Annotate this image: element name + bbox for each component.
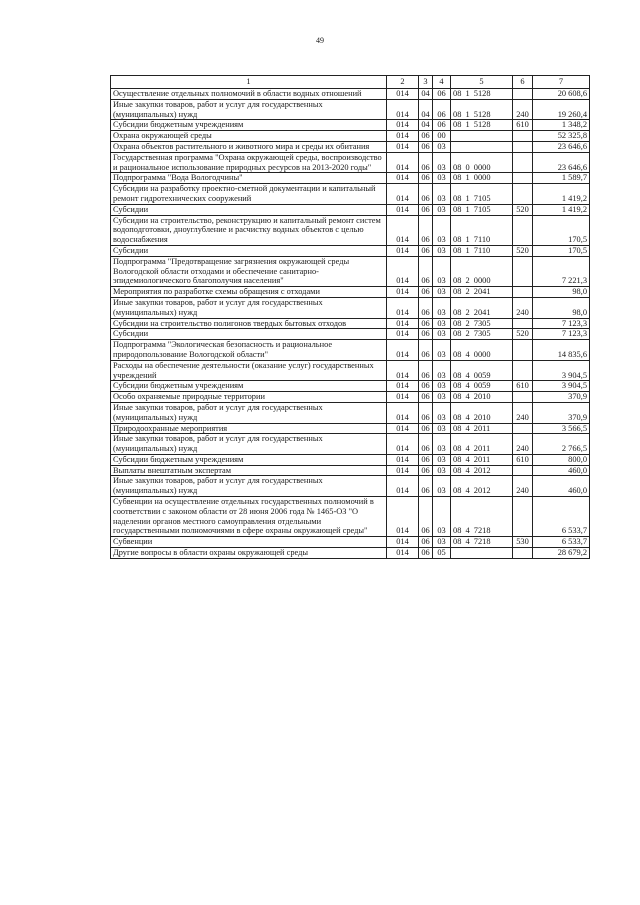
row-section-code: 04	[419, 120, 433, 131]
table-row	[111, 329, 590, 340]
row-amount: 20 608,6	[533, 89, 590, 100]
row-expense-type: 240	[513, 434, 533, 455]
row-name: Осуществление отдельных полномочий в области водных отношений	[111, 89, 387, 100]
row-target-article: 08 4 2011	[451, 423, 513, 434]
row-subsection-code: 03	[433, 173, 451, 184]
header-row	[111, 76, 590, 89]
row-name: Субсидии бюджетным учреждениям	[111, 120, 387, 131]
table-row	[111, 548, 590, 559]
row-amount: 6 533,7	[533, 497, 590, 537]
row-subsection-code: 03	[433, 245, 451, 256]
row-expense-type: 240	[513, 476, 533, 497]
row-expense-type: 610	[513, 381, 533, 392]
row-section-code: 04	[419, 89, 433, 100]
row-name: Субвенции	[111, 537, 387, 548]
row-amount: 7 123,3	[533, 329, 590, 340]
row-amount: 14 835,6	[533, 340, 590, 361]
row-amount: 1 589,7	[533, 173, 590, 184]
row-target-article: 08 2 7305	[451, 318, 513, 329]
table-row	[111, 318, 590, 329]
row-name: Субсидии	[111, 329, 387, 340]
row-target-article: 08 2 7305	[451, 329, 513, 340]
row-section-code: 06	[419, 297, 433, 318]
table-row	[111, 131, 590, 142]
row-amount: 170,5	[533, 215, 590, 245]
row-section-code: 06	[419, 476, 433, 497]
row-section-code: 06	[419, 537, 433, 548]
row-name: Субсидии на строительство полигонов твердых бытовых отходов	[111, 318, 387, 329]
row-name: Природоохранные мероприятия	[111, 423, 387, 434]
row-subsection-code: 03	[433, 392, 451, 403]
row-expense-type	[513, 184, 533, 205]
row-ministry-code: 014	[387, 287, 419, 298]
row-target-article	[451, 548, 513, 559]
row-subsection-code: 03	[433, 204, 451, 215]
row-expense-type	[513, 340, 533, 361]
table-row	[111, 89, 590, 100]
row-expense-type	[513, 256, 533, 286]
row-amount: 460,0	[533, 465, 590, 476]
row-expense-type	[513, 423, 533, 434]
table-row	[111, 497, 590, 537]
column-header: 6	[513, 76, 533, 89]
row-subsection-code: 06	[433, 120, 451, 131]
row-expense-type: 240	[513, 99, 533, 120]
row-section-code: 06	[419, 152, 433, 173]
table-row	[111, 287, 590, 298]
row-ministry-code: 014	[387, 204, 419, 215]
table-row	[111, 537, 590, 548]
row-subsection-code: 03	[433, 434, 451, 455]
row-target-article: 08 1 7105	[451, 204, 513, 215]
row-target-article: 08 1 5128	[451, 89, 513, 100]
row-name: Выплаты внештатным экспертам	[111, 465, 387, 476]
table-row	[111, 215, 590, 245]
row-section-code: 06	[419, 340, 433, 361]
column-header: 3	[419, 76, 433, 89]
row-subsection-code: 03	[433, 423, 451, 434]
row-expense-type	[513, 465, 533, 476]
row-amount: 800,0	[533, 454, 590, 465]
table-row	[111, 120, 590, 131]
row-name: Подпрограмма "Экологическая безопасность и рациональное природопользование Вологодской области"	[111, 340, 387, 361]
row-section-code: 06	[419, 423, 433, 434]
row-amount: 2 766,5	[533, 434, 590, 455]
row-expense-type	[513, 318, 533, 329]
budget-table	[110, 75, 590, 559]
row-section-code: 06	[419, 318, 433, 329]
row-target-article	[451, 131, 513, 142]
row-name: Иные закупки товаров, работ и услуг для государственных (муниципальных) нужд	[111, 476, 387, 497]
row-ministry-code: 014	[387, 548, 419, 559]
row-section-code: 06	[419, 245, 433, 256]
row-section-code: 06	[419, 173, 433, 184]
row-name: Особо охраняемые природные территории	[111, 392, 387, 403]
row-target-article: 08 1 7110	[451, 215, 513, 245]
row-name: Субсидии бюджетным учреждениям	[111, 381, 387, 392]
row-amount: 3 904,5	[533, 360, 590, 381]
row-section-code: 06	[419, 454, 433, 465]
row-amount: 3 904,5	[533, 381, 590, 392]
row-name: Иные закупки товаров, работ и услуг для государственных (муниципальных) нужд	[111, 434, 387, 455]
row-ministry-code: 014	[387, 434, 419, 455]
row-ministry-code: 014	[387, 454, 419, 465]
row-section-code: 06	[419, 360, 433, 381]
row-section-code: 06	[419, 287, 433, 298]
row-name: Иные закупки товаров, работ и услуг для государственных (муниципальных) нужд	[111, 99, 387, 120]
row-ministry-code: 014	[387, 99, 419, 120]
row-target-article: 08 4 7218	[451, 497, 513, 537]
row-amount: 1 348,2	[533, 120, 590, 131]
row-target-article: 08 4 2010	[451, 402, 513, 423]
table-row	[111, 245, 590, 256]
row-section-code: 06	[419, 131, 433, 142]
row-expense-type	[513, 89, 533, 100]
row-target-article: 08 4 0059	[451, 360, 513, 381]
row-expense-type: 520	[513, 245, 533, 256]
row-subsection-code: 03	[433, 287, 451, 298]
row-subsection-code: 03	[433, 297, 451, 318]
row-name: Субсидии на строительство, реконструкцию и капитальный ремонт систем водоподготовки, дноуглубление и расчистку водных объектов с целью водоснабжения	[111, 215, 387, 245]
table-row	[111, 173, 590, 184]
table-row	[111, 184, 590, 205]
row-expense-type: 530	[513, 537, 533, 548]
row-expense-type: 520	[513, 204, 533, 215]
table-row	[111, 360, 590, 381]
row-expense-type	[513, 141, 533, 152]
row-subsection-code: 03	[433, 215, 451, 245]
row-target-article: 08 4 7218	[451, 537, 513, 548]
row-expense-type	[513, 360, 533, 381]
table-row	[111, 476, 590, 497]
table-row	[111, 256, 590, 286]
row-ministry-code: 014	[387, 340, 419, 361]
row-ministry-code: 014	[387, 465, 419, 476]
row-amount: 19 260,4	[533, 99, 590, 120]
row-ministry-code: 014	[387, 329, 419, 340]
table-row	[111, 204, 590, 215]
row-ministry-code: 014	[387, 497, 419, 537]
row-ministry-code: 014	[387, 423, 419, 434]
row-amount: 1 419,2	[533, 184, 590, 205]
table-row	[111, 423, 590, 434]
table-body	[111, 89, 590, 559]
row-target-article: 08 4 2012	[451, 476, 513, 497]
row-subsection-code: 06	[433, 89, 451, 100]
row-subsection-code: 03	[433, 537, 451, 548]
row-name: Охрана окружающей среды	[111, 131, 387, 142]
row-target-article: 08 4 2012	[451, 465, 513, 476]
row-subsection-code: 03	[433, 476, 451, 497]
row-subsection-code: 05	[433, 548, 451, 559]
row-amount: 6 533,7	[533, 537, 590, 548]
table-row	[111, 297, 590, 318]
row-amount: 170,5	[533, 245, 590, 256]
row-name: Подпрограмма "Предотвращение загрязнения окружающей среды Вологодской области отходами и обеспечение санитарно-эпидемиологического благополучия населения"	[111, 256, 387, 286]
row-target-article: 08 1 5128	[451, 120, 513, 131]
row-ministry-code: 014	[387, 184, 419, 205]
row-expense-type: 610	[513, 120, 533, 131]
row-section-code: 06	[419, 256, 433, 286]
row-section-code: 06	[419, 329, 433, 340]
row-section-code: 06	[419, 392, 433, 403]
table-row	[111, 99, 590, 120]
row-name: Государственная программа "Охрана окружающей среды, воспроизводство и рациональное использование природных ресурсов на 2013-2020 годы"	[111, 152, 387, 173]
row-expense-type	[513, 173, 533, 184]
row-expense-type	[513, 131, 533, 142]
row-expense-type	[513, 152, 533, 173]
row-subsection-code: 03	[433, 381, 451, 392]
row-amount: 98,0	[533, 287, 590, 298]
table-row	[111, 392, 590, 403]
row-amount: 23 646,6	[533, 141, 590, 152]
row-expense-type	[513, 497, 533, 537]
table-row	[111, 381, 590, 392]
row-amount: 3 566,5	[533, 423, 590, 434]
column-header: 5	[451, 76, 513, 89]
row-subsection-code: 03	[433, 152, 451, 173]
row-name: Мероприятия по разработке схемы обращения с отходами	[111, 287, 387, 298]
row-section-code: 06	[419, 204, 433, 215]
row-target-article: 08 4 0059	[451, 381, 513, 392]
row-subsection-code: 03	[433, 465, 451, 476]
row-section-code: 06	[419, 497, 433, 537]
table-row	[111, 141, 590, 152]
row-section-code: 06	[419, 548, 433, 559]
row-expense-type: 240	[513, 297, 533, 318]
row-amount: 98,0	[533, 297, 590, 318]
row-section-code: 06	[419, 141, 433, 152]
row-ministry-code: 014	[387, 318, 419, 329]
row-amount: 7 221,3	[533, 256, 590, 286]
row-name: Другие вопросы в области охраны окружающей среды	[111, 548, 387, 559]
row-amount: 1 419,2	[533, 204, 590, 215]
row-ministry-code: 014	[387, 381, 419, 392]
row-ministry-code: 014	[387, 152, 419, 173]
row-ministry-code: 014	[387, 476, 419, 497]
column-header: 7	[533, 76, 590, 89]
row-section-code: 06	[419, 434, 433, 455]
row-ministry-code: 014	[387, 360, 419, 381]
row-name: Субсидии на разработку проектно-сметной документации и капитальный ремонт гидротехнических сооружений	[111, 184, 387, 205]
row-subsection-code: 03	[433, 360, 451, 381]
row-amount: 28 679,2	[533, 548, 590, 559]
table-row	[111, 465, 590, 476]
row-ministry-code: 014	[387, 215, 419, 245]
row-expense-type: 610	[513, 454, 533, 465]
row-expense-type: 240	[513, 402, 533, 423]
row-subsection-code: 03	[433, 329, 451, 340]
row-target-article: 08 4 2011	[451, 434, 513, 455]
row-ministry-code: 014	[387, 392, 419, 403]
row-name: Субсидии	[111, 245, 387, 256]
row-target-article: 08 2 0000	[451, 256, 513, 286]
row-ministry-code: 014	[387, 173, 419, 184]
row-subsection-code: 03	[433, 402, 451, 423]
table-row	[111, 434, 590, 455]
row-ministry-code: 014	[387, 131, 419, 142]
table-row	[111, 152, 590, 173]
row-ministry-code: 014	[387, 245, 419, 256]
row-target-article: 08 0 0000	[451, 152, 513, 173]
row-expense-type	[513, 215, 533, 245]
row-subsection-code: 03	[433, 497, 451, 537]
row-expense-type	[513, 548, 533, 559]
row-subsection-code: 03	[433, 141, 451, 152]
row-target-article	[451, 141, 513, 152]
row-name: Субсидии бюджетным учреждениям	[111, 454, 387, 465]
row-subsection-code: 03	[433, 256, 451, 286]
column-header: 2	[387, 76, 419, 89]
table-row	[111, 340, 590, 361]
row-section-code: 06	[419, 465, 433, 476]
row-amount: 52 325,8	[533, 131, 590, 142]
row-expense-type: 520	[513, 329, 533, 340]
table-row	[111, 402, 590, 423]
row-name: Субсидии	[111, 204, 387, 215]
row-ministry-code: 014	[387, 256, 419, 286]
row-ministry-code: 014	[387, 120, 419, 131]
row-amount: 7 123,3	[533, 318, 590, 329]
row-ministry-code: 014	[387, 89, 419, 100]
table-row	[111, 454, 590, 465]
row-amount: 460,0	[533, 476, 590, 497]
page-number: 49	[316, 36, 324, 45]
row-target-article: 08 1 7105	[451, 184, 513, 205]
row-name: Субвенции на осуществление отдельных государственных полномочий в соответствии с законом области от 28 июня 2006 года № 1465-ОЗ "О наделении органов местного самоуправления отдельными государственными полномочиями в сфере охраны окружающей среды"	[111, 497, 387, 537]
column-header: 4	[433, 76, 451, 89]
row-target-article: 08 4 0000	[451, 340, 513, 361]
row-name: Расходы на обеспечение деятельности (оказание услуг) государственных учреждений	[111, 360, 387, 381]
row-section-code: 06	[419, 184, 433, 205]
row-expense-type	[513, 392, 533, 403]
row-name: Иные закупки товаров, работ и услуг для государственных (муниципальных) нужд	[111, 297, 387, 318]
row-ministry-code: 014	[387, 402, 419, 423]
row-subsection-code: 03	[433, 318, 451, 329]
row-subsection-code: 03	[433, 340, 451, 361]
row-subsection-code: 00	[433, 131, 451, 142]
row-subsection-code: 03	[433, 454, 451, 465]
row-ministry-code: 014	[387, 537, 419, 548]
row-section-code: 06	[419, 381, 433, 392]
row-amount: 370,9	[533, 392, 590, 403]
row-target-article: 08 2 2041	[451, 287, 513, 298]
row-section-code: 06	[419, 215, 433, 245]
row-subsection-code: 03	[433, 184, 451, 205]
row-target-article: 08 1 0000	[451, 173, 513, 184]
row-subsection-code: 06	[433, 99, 451, 120]
row-section-code: 06	[419, 402, 433, 423]
row-expense-type	[513, 287, 533, 298]
column-header: 1	[111, 76, 387, 89]
row-target-article: 08 1 7110	[451, 245, 513, 256]
row-target-article: 08 1 5128	[451, 99, 513, 120]
row-ministry-code: 014	[387, 141, 419, 152]
row-target-article: 08 2 2041	[451, 297, 513, 318]
row-amount: 23 646,6	[533, 152, 590, 173]
row-target-article: 08 4 2011	[451, 454, 513, 465]
row-name: Иные закупки товаров, работ и услуг для государственных (муниципальных) нужд	[111, 402, 387, 423]
row-ministry-code: 014	[387, 297, 419, 318]
row-name: Подпрограмма "Вода Вологодчины"	[111, 173, 387, 184]
row-target-article: 08 4 2010	[451, 392, 513, 403]
row-section-code: 04	[419, 99, 433, 120]
row-name: Охрана объектов растительного и животного мира и среды их обитания	[111, 141, 387, 152]
row-amount: 370,9	[533, 402, 590, 423]
